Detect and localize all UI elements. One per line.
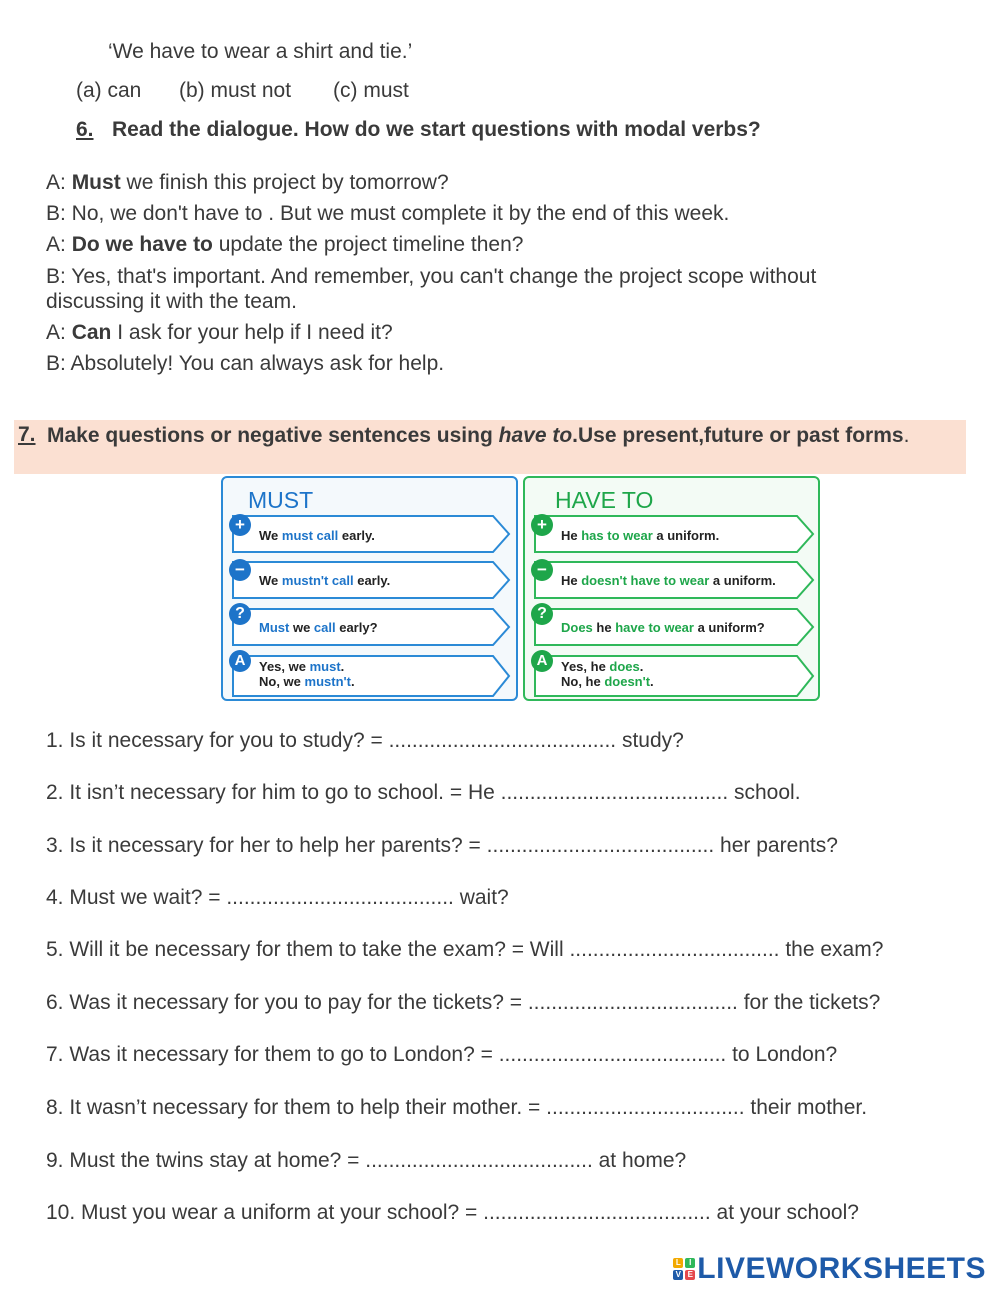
speaker: B:: [46, 202, 66, 225]
question-item[interactable]: 9. Must the twins stay at home? = ....................................... at home?: [46, 1149, 687, 1172]
ex7-number: 7.: [18, 423, 36, 446]
speaker: A:: [46, 233, 66, 256]
must-question: Must we call early?: [259, 620, 378, 635]
modal-verb: Do we have to: [71, 233, 213, 256]
speaker: B:: [46, 352, 66, 375]
have-to-answer-yes: Yes, he does.: [561, 659, 644, 674]
dialogue-line: [46, 321, 393, 345]
line-text: I ask for your help if I need it?: [111, 321, 393, 344]
plus-icon: +: [531, 514, 553, 536]
have-to-question: Does he have to wear a uniform?: [561, 620, 765, 635]
question-icon: ?: [531, 603, 553, 625]
dialogue-line: [46, 352, 444, 376]
question-item[interactable]: 3. Is it necessary for her to help her parents? = ....................................... her parents?: [46, 834, 838, 857]
must-answer-yes: Yes, we must.: [259, 659, 345, 674]
ex6-heading: Read the dialogue. How do we start questions with modal verbs?: [112, 118, 761, 141]
have-to-affirmative: He has to wear a uniform.: [561, 528, 720, 543]
line-text: Absolutely! You can always ask for help.: [65, 352, 445, 375]
liveworksheets-logo: [673, 1253, 986, 1285]
must-title: MUST: [248, 487, 314, 513]
line-text: we finish this project by tomorrow?: [120, 171, 449, 194]
question-item[interactable]: 7. Was it necessary for them to go to London? = ....................................... to London?: [46, 1043, 838, 1066]
dialogue-line: [46, 290, 297, 314]
minus-icon: −: [531, 559, 553, 581]
question-item[interactable]: 10. Must you wear a uniform at your school? = ....................................... at your school?: [46, 1201, 859, 1224]
question-item[interactable]: 6. Was it necessary for you to pay for the tickets? = .................................... for the tickets?: [46, 991, 881, 1014]
minus-icon: −: [229, 559, 251, 581]
grammar-chart: [221, 476, 820, 701]
ex5-option-a: (a) can: [76, 79, 142, 102]
have-to-panel: [523, 476, 820, 701]
line-text: discussing it with the team.: [46, 290, 297, 313]
have-to-negative: He doesn't have to wear a uniform.: [561, 573, 776, 588]
must-panel: [221, 476, 518, 701]
dialogue-line: [46, 171, 449, 195]
ex5-option-c: (c) must: [333, 79, 409, 102]
ex5-option-b: (b) must not: [179, 79, 292, 102]
answer-icon: A: [229, 650, 251, 672]
question-item[interactable]: 4. Must we wait? = ....................................... wait?: [46, 886, 509, 909]
must-affirmative: We must call early.: [259, 528, 375, 543]
speaker: A:: [46, 171, 66, 194]
ex7-heading: Make questions or negative sentences using have to.Use present,future or past forms.: [47, 424, 910, 447]
answer-icon: A: [531, 650, 553, 672]
logo-text: LIVEWORKSHEETS: [697, 1252, 986, 1285]
question-icon: ?: [229, 603, 251, 625]
must-negative: We mustn't call early.: [259, 573, 391, 588]
ex7-heading-band: [14, 420, 966, 474]
dialogue-line: [46, 265, 816, 289]
dialogue-line: [46, 202, 729, 226]
question-item[interactable]: 8. It wasn’t necessary for them to help their mother. = .................................. their mother.: [46, 1096, 868, 1119]
logo-mark-icon: L I V E: [673, 1258, 695, 1280]
question-item[interactable]: 2. It isn’t necessary for him to go to school. = He ....................................... school.: [46, 781, 801, 804]
ex6-number: 6.: [76, 118, 94, 141]
line-text: No, we don't have to . But we must complete it by the end of this week.: [65, 202, 730, 225]
must-answer-no: No, we mustn't.: [259, 674, 355, 689]
speaker: B:: [46, 265, 66, 288]
line-text: Yes, that's important. And remember, you can't change the project scope without: [65, 265, 817, 288]
question-item[interactable]: 5. Will it be necessary for them to take the exam? = Will .................................... the exam?: [46, 938, 884, 961]
line-text: update the project timeline then?: [212, 233, 524, 256]
plus-icon: +: [229, 514, 251, 536]
dialogue-line: [46, 233, 523, 257]
have-to-answer-no: No, he doesn't.: [561, 674, 654, 689]
modal-verb: Must: [71, 171, 121, 194]
have-to-title: HAVE TO: [555, 487, 654, 513]
modal-verb: Can: [71, 321, 112, 344]
ex5-sentence: ‘We have to wear a shirt and tie.’: [108, 40, 413, 63]
question-item[interactable]: 1. Is it necessary for you to study? = ....................................... study?: [46, 729, 684, 752]
speaker: A:: [46, 321, 66, 344]
